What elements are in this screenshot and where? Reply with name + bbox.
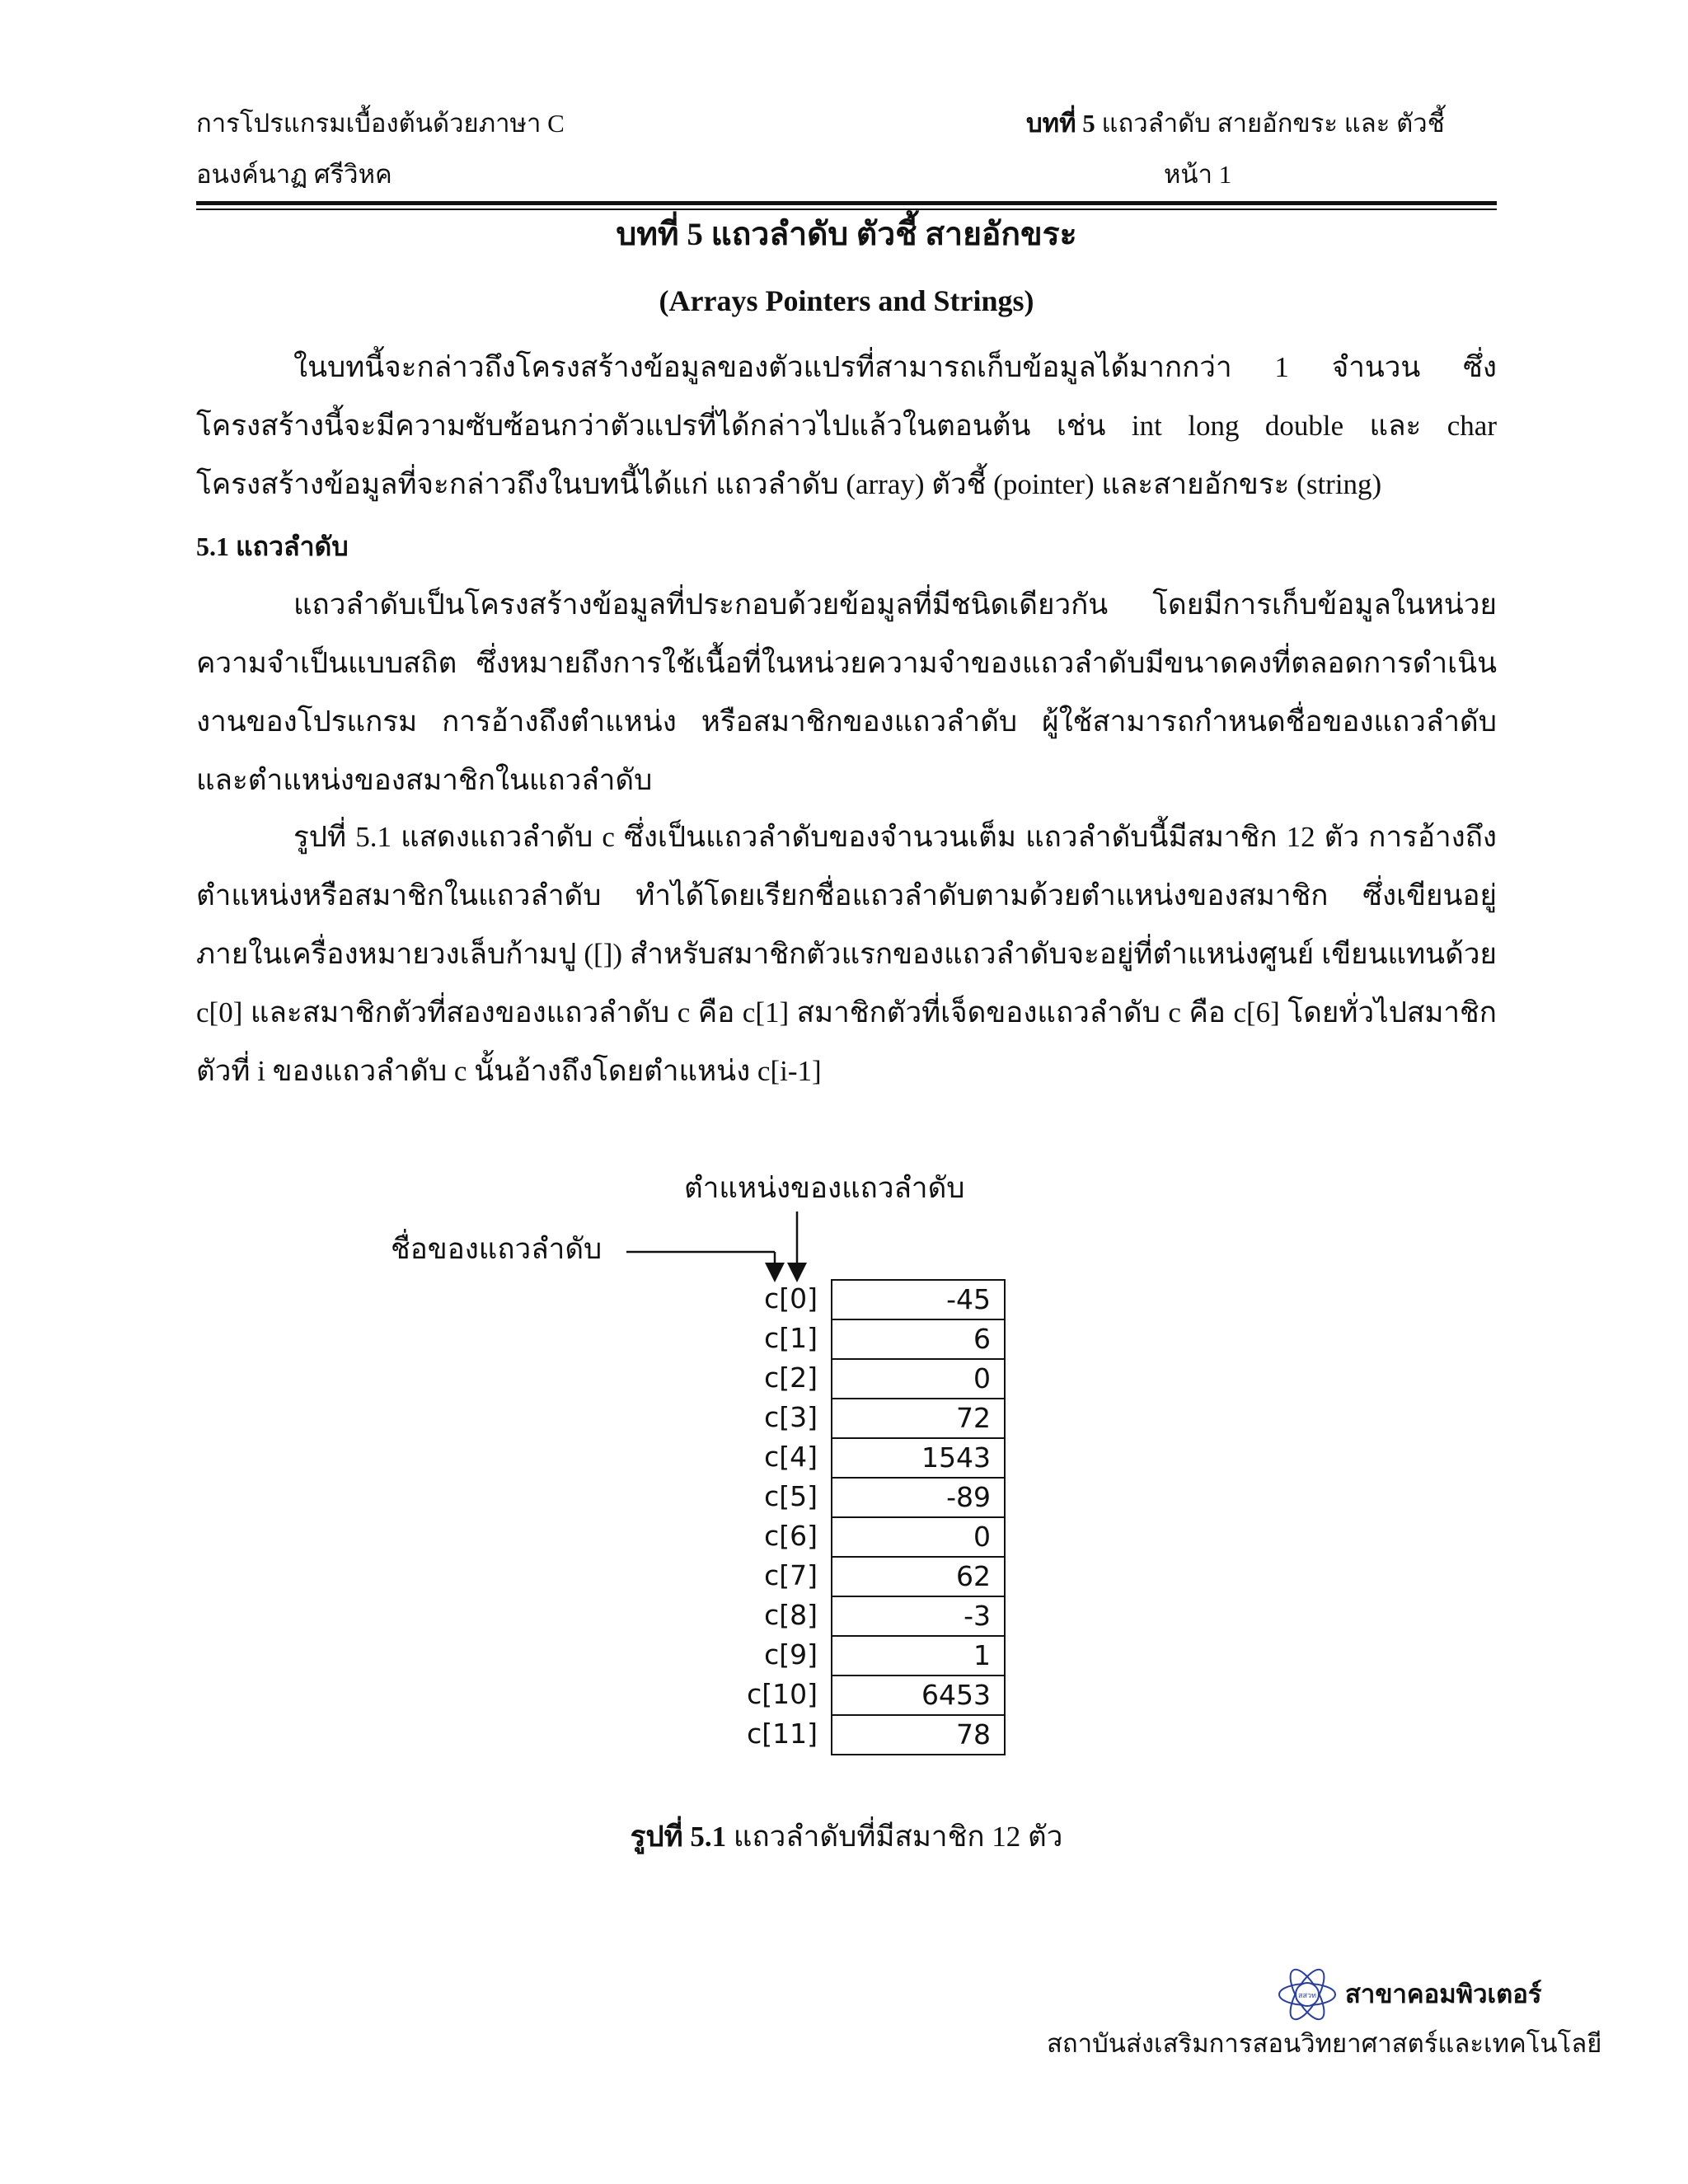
array-index: c[6]	[764, 1520, 818, 1552]
array-cell: 6453	[831, 1676, 1006, 1716]
array-cells	[831, 1279, 1006, 1755]
logo-text: สสวท	[1298, 1992, 1316, 2000]
array-index: c[3]	[764, 1401, 818, 1433]
section-paragraph-1-text: แถวลำดับเป็นโครงสร้างข้อมูลที่ประกอบด้วยข้อมูลที่มีชนิดเดียวกัน โดยมีการเก็บข้อมูลในหน่วยความจำเป็นแบบสถิต ซึ่งหมายถึงการใช้เนื้อที่ในหน่วยความจำของแถวลำดับมีขนาดคงที่ตลอดการดำเนินงานของโปรแกรม การอ้างถึงตำแหน่ง หรือสมาชิกของแถวลำดับ ผู้ใช้สามารถกำหนดชื่อของแถวลำดับ และตำแหน่งของสมาชิกในแถวลำดับ	[196, 588, 1497, 796]
figure-caption	[196, 1817, 1497, 1857]
chapter-title: บทที่ 5 แถวลำดับ ตัวชี้ สายอักขระ	[616, 217, 1077, 252]
intro-text: ในบทนี้จะกล่าวถึงโครงสร้างข้อมูลของตัวแปรที่สามารถเก็บข้อมูลได้มากกว่า 1 จำนวน ซึ่งโครงสร้างนี้จะมีความซับซ้อนกว่าตัวแปรที่ได้กล่าวไปแล้วในตอนต้น เช่น int long double และ char โครงสร้างข้อมูลที่จะกล่าวถึงในบทนี้ได้แก่ แถวลำดับ (array) ตัวชี้ (pointer) และสายอักขระ (string)	[196, 351, 1497, 500]
position-label: ตำแหน่งของแถวลำดับ	[684, 1172, 965, 1204]
page-number: หน้า 1	[1164, 160, 1232, 189]
array-index: c[5]	[764, 1480, 818, 1512]
array-index-column	[725, 1279, 818, 1754]
array-index: c[7]	[764, 1559, 818, 1591]
figure-caption-text: แถวลำดับที่มีสมาชิก 12 ตัว	[726, 1821, 1063, 1853]
array-cell: -89	[831, 1479, 1006, 1518]
array-cell: 72	[831, 1399, 1006, 1439]
book-title: การโปรแกรมเบื้องต้นด้วยภาษา C	[196, 109, 565, 138]
section-paragraph-2-text: รูปที่ 5.1 แสดงแถวลำดับ c ซึ่งเป็นแถวลำดับของจำนวนเต็ม แถวลำดับนี้มีสมาชิก 12 ตัว การอ้างถึงตำแหน่งหรือสมาชิกในแถวลำดับ ทำได้โดยเรียกชื่อแถวลำดับตามด้วยตำแหน่งของสมาชิก ซึ่งเขียนอยู่ภายในเครื่องหมายวงเล็บก้ามปู ([]) สำหรับสมาชิกตัวแรกของแถวลำดับจะอยู่ที่ตำแหน่งศูนย์ เขียนแทนด้วย c[0] และสมาชิกตัวที่สองของแถวลำดับ c คือ c[1] สมาชิกตัวที่เจ็ดของแถวลำดับ c คือ c[6] โดยทั่วไปสมาชิกตัวที่ i ของแถวลำดับ c นั้นอ้างถึงโดยตำแหน่ง c[i-1]	[196, 821, 1497, 1087]
array-cell: 1	[831, 1637, 1006, 1676]
array-cell: 62	[831, 1558, 1006, 1597]
figure-caption-label: รูปที่ 5.1	[630, 1821, 727, 1853]
array-cell: -3	[831, 1597, 1006, 1637]
array-index: c[10]	[747, 1678, 818, 1710]
footer-institute: สถาบันส่งเสริมการสอนวิทยาศาสตร์และเทคโนโลยี	[1047, 2029, 1602, 2058]
array-cell: -45	[831, 1281, 1006, 1320]
array-index: c[11]	[747, 1718, 818, 1750]
array-cell: 6	[831, 1320, 1006, 1360]
array-cell: 78	[831, 1716, 1006, 1755]
array-index: c[4]	[764, 1441, 818, 1473]
array-name-label: ชื่อของแถวลำดับ	[391, 1233, 603, 1265]
institute-logo	[1276, 1963, 1339, 2026]
footer-department: สาขาคอมพิวเตอร์	[1345, 1980, 1542, 2008]
chapter-label: บทที่ 5	[1026, 109, 1095, 138]
array-index: c[9]	[764, 1638, 818, 1671]
author: อนงค์นาฏ ศรีวิหค	[196, 160, 392, 189]
array-index: c[1]	[764, 1322, 818, 1354]
array-index: c[8]	[764, 1599, 818, 1631]
array-index: c[0]	[764, 1282, 818, 1315]
array-cell: 1543	[831, 1439, 1006, 1479]
chapter-subject: แถวลำดับ สายอักขระ และ ตัวชี้	[1101, 109, 1445, 138]
section-heading: 5.1 แถวลำดับ	[196, 532, 349, 561]
array-index: c[2]	[764, 1361, 818, 1394]
array-cell: 0	[831, 1360, 1006, 1399]
chapter-title-english: (Arrays Pointers and Strings)	[659, 284, 1034, 317]
array-cell: 0	[831, 1518, 1006, 1558]
